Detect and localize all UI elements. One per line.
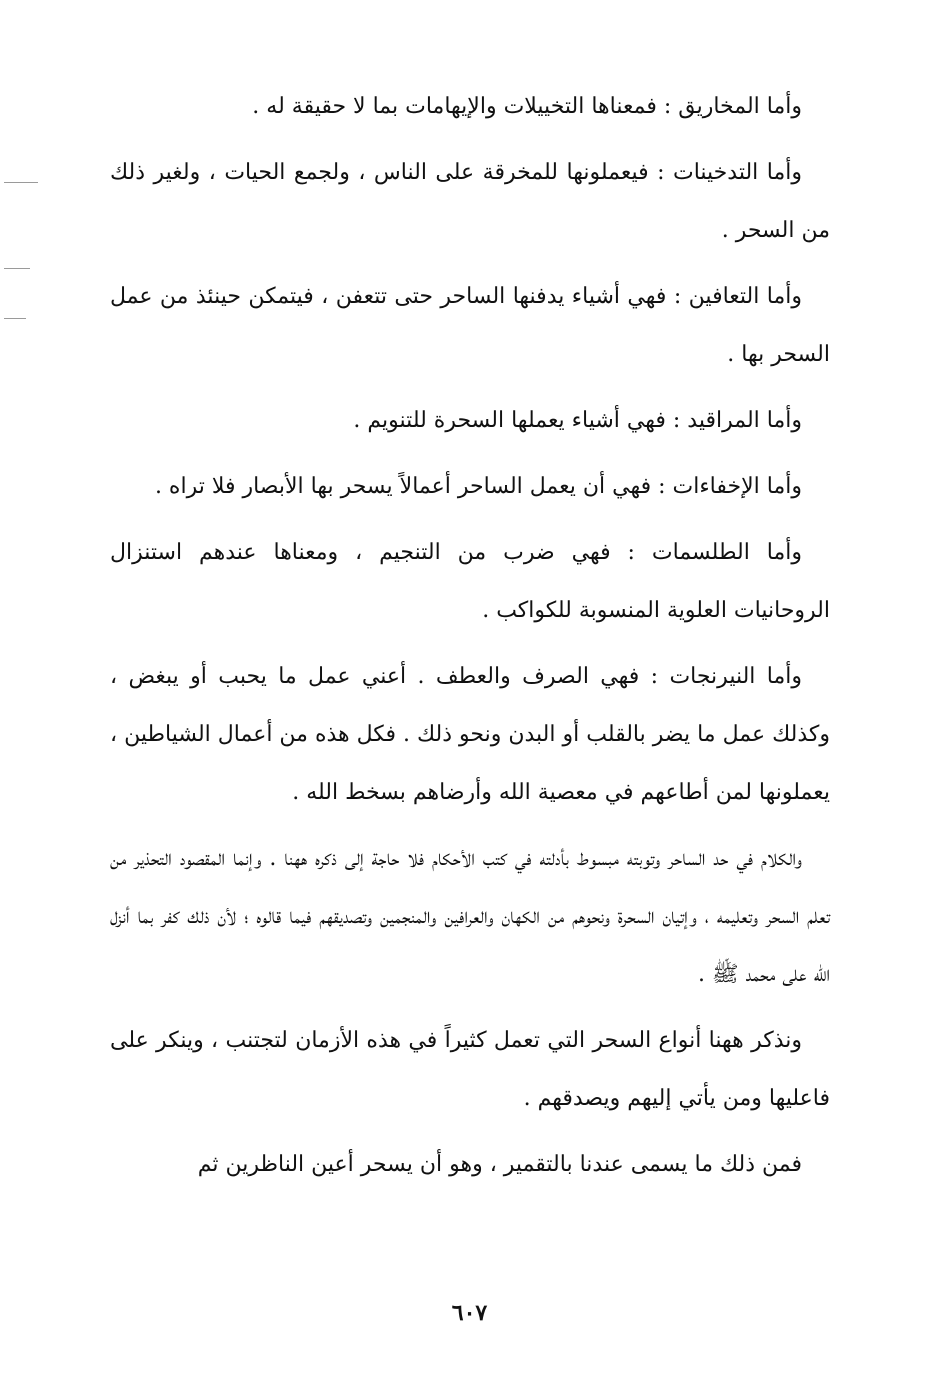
margin-scan-mark [4,268,30,269]
paragraph: وأما المخاريق : فمعناها التخييلات والإيهامات بما لا حقيقة له . [252,94,802,119]
paragraph: ونذكر ههنا أنواع السحر التي تعمل كثيراً في هذه الأزمان لتجتنب ، وينكر على فاعليها ومن يأتي إليهم ويصدقهم . [110,1028,830,1111]
margin-scan-mark [4,182,38,183]
page-number: ٦٠٧ [451,1300,488,1326]
paragraph: فمن ذلك ما يسمى عندنا بالتقمير ، وهو أن يسحر أعين الناظرين ثم [197,1152,802,1177]
paragraph: وأما التعافين : فهي أشياء يدفنها الساحر حتى تتعفن ، فيتمكن حينئذ من عمل السحر بها . [110,284,830,367]
paragraph: وأما النيرنجات : فهي الصرف والعطف . أعني عمل ما يحبب أو يبغض ، وكذلك عمل ما يضر بالقلب أو البدن ونحو ذلك . فكل هذه من أعمال الشياطين ، يعملونها لمن أطاعهم في معصية الله وأرضاهم بسخط الله . [110,664,830,805]
paragraph: وأما التدخينات : فيعملونها للمخرقة على الناس ، ولجمع الحيات ، ولغير ذلك من السحر . [110,160,830,243]
body-text [110,78,830,1202]
paragraph: وأما الإخفاءات : فهي أن يعمل الساحر أعمالاً يسحر بها الأبصار فلا تراه . [154,474,802,499]
paragraph: وأما المراقيد : فهي أشياء يعملها السحرة للتنويم . [353,408,802,433]
paragraph: والكلام في حد الساحر وتوبته مبسوط بأدلته في كتب الأحكام فلا حاجة إلى ذكره ههنا . وإنما المقصود التحذير من تعلم السحر وتعليمه ، وإتيان السحرة ونحوهم من الكهان والعرافين والمنجمين وتصديقهم فيما قالوه ؛ لأن ذلك كفر بما أنزل الله على محمد ﷺ . [110,846,830,987]
paragraph: وأما الطلسمات : فهي ضرب من التنجيم ، ومعناها عندهم استنزال الروحانيات العلوية المنسوبة للكواكب . [110,540,830,623]
margin-scan-mark [4,318,26,319]
